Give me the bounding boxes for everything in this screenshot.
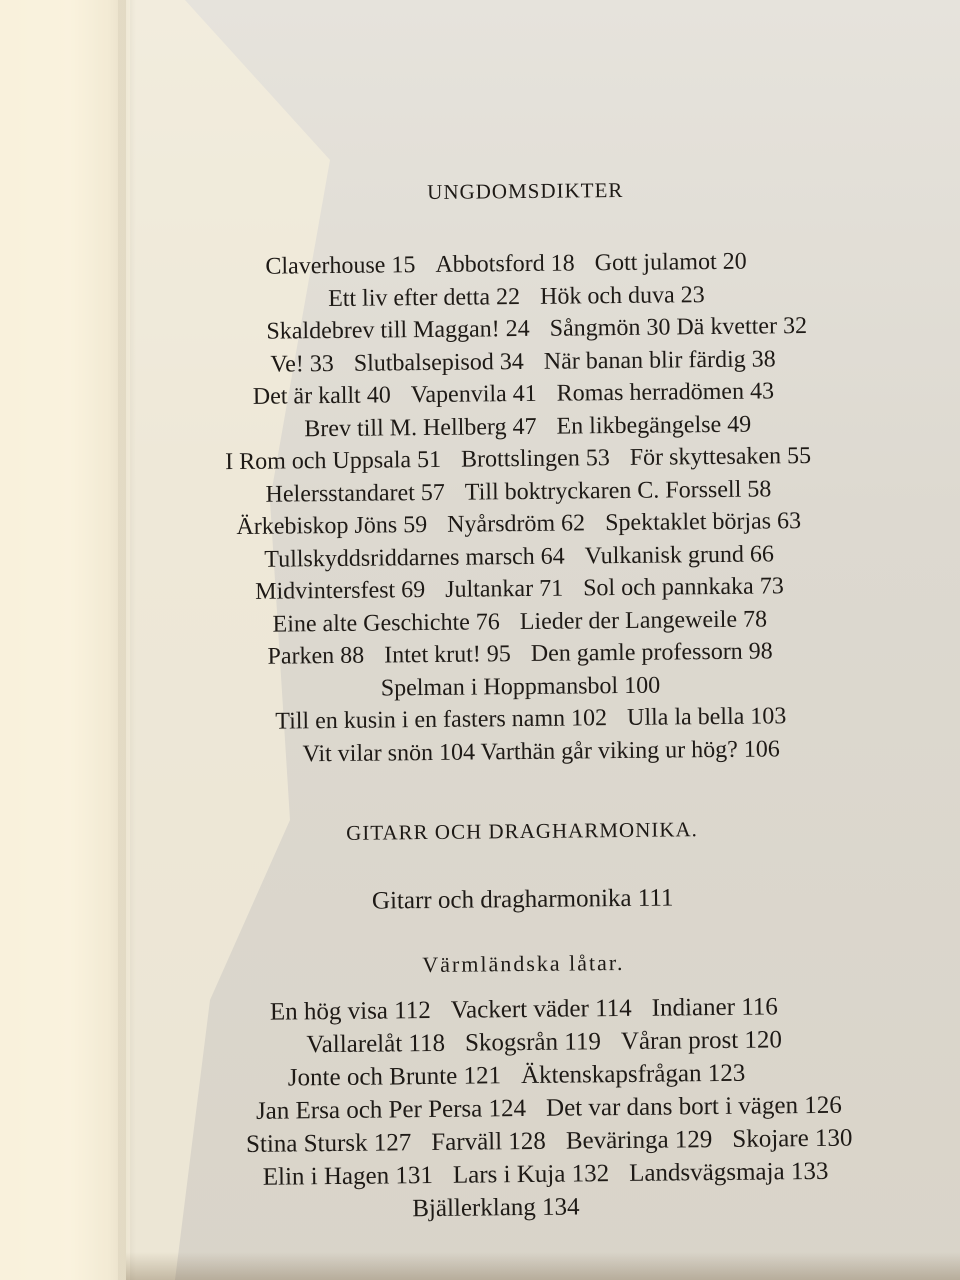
- toc-entry: Claverhouse 15: [265, 252, 416, 280]
- toc-line: [140, 605, 900, 640]
- toc-entry: Farväll 128: [431, 1127, 547, 1157]
- toc-entry: Gitarr och dragharmonika 111: [371, 884, 674, 915]
- toc-entry: Brottslingen 53: [460, 445, 610, 473]
- toc-entry: Vulkanisk grund 66: [584, 540, 775, 569]
- toc-line: [143, 882, 903, 918]
- toc-line: [139, 540, 899, 575]
- toc-entry: Gott julamot 20: [594, 248, 747, 277]
- toc-entry: Till en kusin i en fasters namn 102: [275, 705, 608, 735]
- toc-entry: Bjällerklang 134: [412, 1193, 580, 1223]
- toc-line: [165, 1157, 925, 1193]
- toc-entry: Intet krut! 95: [384, 641, 511, 669]
- toc-line: [133, 377, 893, 412]
- toc-line: [164, 1025, 924, 1061]
- toc-entry: Spektaklet börjas 63: [604, 508, 802, 537]
- toc-entry: Lars i Kuja 132: [452, 1160, 610, 1189]
- toc-entry: Tullskyddsriddarnes marsch 64: [264, 543, 565, 573]
- toc-line: [169, 1124, 929, 1160]
- toc-line: [143, 345, 903, 380]
- toc-entry: Vapenvila 41: [410, 380, 537, 409]
- toc-entry: Spelman i Hoppmansbol 100: [380, 672, 661, 702]
- toc-line: [136, 280, 896, 315]
- toc-entry: Elin i Hagen 131: [262, 1161, 434, 1191]
- toc-entry: Jonte och Brunte 121: [287, 1062, 502, 1092]
- toc-entry: I Rom och Uppsala 51: [224, 446, 442, 476]
- toc-entry: Jultankar 71: [445, 575, 564, 603]
- toc-entry: Jan Ersa och Per Persa 124: [255, 1095, 527, 1125]
- toc-entry: När banan blir färdig 38: [543, 345, 776, 375]
- toc-entry: Parken 88: [267, 642, 365, 670]
- toc-entry: En hög visa 112: [269, 997, 431, 1026]
- toc-entry: Skogsrån 119: [464, 1028, 602, 1057]
- section-heading-ungdomsdikter: UNGDOMSDIKTER: [427, 177, 624, 204]
- toc-entry: Till boktryckaren C. Forssell 58: [464, 475, 772, 506]
- toc-line: [136, 1058, 896, 1094]
- toc-line: [140, 637, 900, 672]
- toc-line: [157, 312, 917, 347]
- toc-entry: Hök och duva 23: [539, 281, 705, 310]
- toc-entry: En likbegängelse 49: [556, 411, 752, 440]
- toc-entry: Ett liv efter detta 22: [327, 283, 521, 312]
- toc-entry: Brev till M. Hellberg 47: [304, 413, 537, 442]
- section-heading-varmlandska: Värmländska låtar.: [422, 949, 625, 978]
- toc-entry: Stina Stursk 127: [245, 1129, 412, 1158]
- toc-line: [161, 734, 921, 769]
- toc-entry: Lieder der Langeweile 78: [519, 605, 768, 635]
- table-of-contents: [133, 0, 946, 1280]
- toc-entry: Skojare 130: [732, 1124, 853, 1153]
- toc-line: [116, 1190, 876, 1226]
- toc-entry: Ve! 33: [270, 350, 334, 378]
- toc-entry: Midvintersfest 69: [255, 577, 426, 605]
- toc-line: [169, 1091, 929, 1127]
- toc-entry: Slutbalsepisod 34: [353, 348, 524, 377]
- toc-entry: Äktenskapsfrågan 123: [520, 1059, 746, 1090]
- toc-entry: Vackert väder 114: [450, 994, 632, 1024]
- toc-entry: Vallarelåt 118: [306, 1029, 446, 1059]
- toc-line: [138, 442, 898, 477]
- toc-entry: Det är kallt 40: [252, 382, 391, 410]
- toc-entry: Romas herradömen 43: [556, 378, 775, 407]
- toc-entry: Sångmön 30 Dä kvetter 32: [549, 313, 808, 342]
- toc-entry: Våran prost 120: [620, 1026, 783, 1056]
- toc-entry: Det var dans bort i vägen 126: [545, 1091, 842, 1122]
- toc-line: [138, 475, 898, 510]
- toc-entry: Ärkebiskop Jöns 59: [236, 512, 428, 541]
- toc-entry: Abbotsford 18: [435, 250, 575, 278]
- section-heading-gitarr: GITARR OCH DRAGHARMONIKA.: [346, 817, 698, 845]
- toc-entry: Landsvägsmaja 133: [628, 1157, 829, 1187]
- toc-entry: Nyårsdröm 62: [447, 510, 586, 538]
- toc-line: [151, 702, 911, 737]
- toc-line: [140, 670, 900, 705]
- toc-entry: Indianer 116: [651, 993, 778, 1022]
- toc-line: [148, 409, 908, 444]
- toc-line: [139, 572, 899, 607]
- toc-entry: Den gamle professorn 98: [530, 638, 773, 667]
- toc-entry: Skaldebrev till Maggan! 24: [266, 315, 530, 345]
- toc-line: [126, 247, 886, 282]
- toc-entry: Sol och pannkaka 73: [582, 573, 784, 602]
- toc-entry: För skyttesaken 55: [629, 442, 812, 471]
- toc-entry: Helersstandaret 57: [265, 479, 445, 508]
- toc-line: [144, 992, 904, 1028]
- toc-line: [139, 507, 899, 542]
- toc-entry: Vit vilar snön 104 Varthän går viking ur hög? 106: [302, 735, 780, 767]
- toc-entry: Eine alte Geschichte 76: [272, 608, 500, 638]
- toc-entry: Beväringa 129: [565, 1126, 713, 1155]
- toc-entry: Ulla la bella 103: [626, 703, 787, 731]
